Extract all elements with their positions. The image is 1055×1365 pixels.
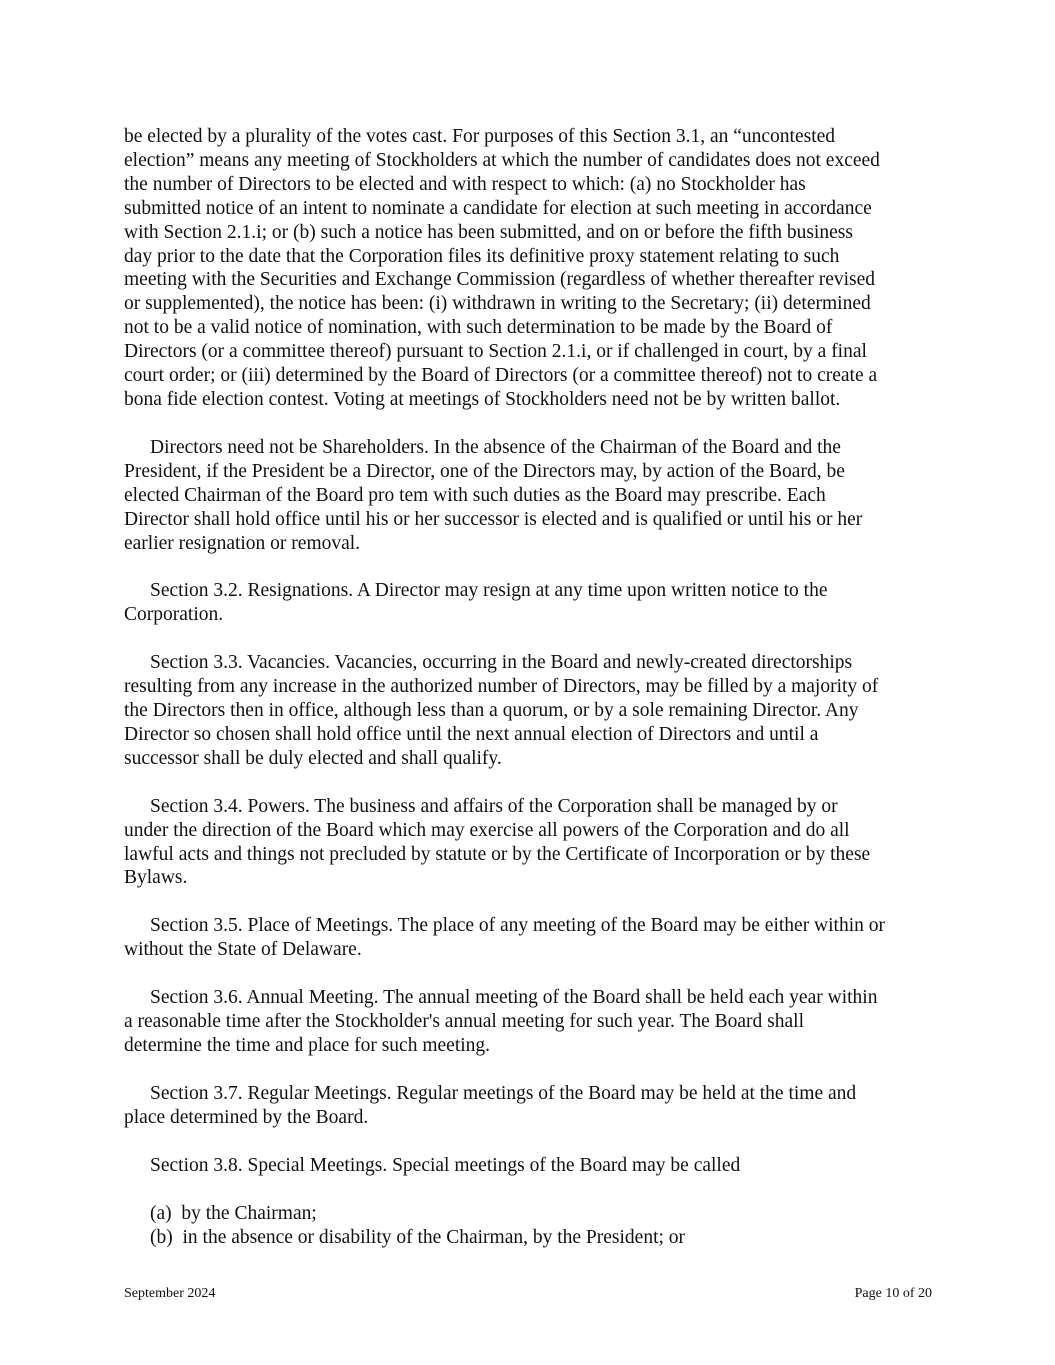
document-page bbox=[124, 125, 934, 1249]
paragraph-section-3-3-vacancies: Section 3.3. Vacancies. Vacancies, occurring in the Board and newly-created directorships resulting from any increase in the authorized number of Directors, may be filled by a majority of the Directors then in office, although less than a quorum, or by a sole remaining Director. Any Director so chosen shall hold office until the next annual election of Directors and until a successor shall be duly elected and shall qualify. bbox=[124, 652, 879, 769]
paragraph-section-3-1-continued: be elected by a plurality of the votes cast. For purposes of this Section 3.1, an “uncontested election” means any meeting of Stockholders at which the number of candidates does not exceed the number of Directors to be elected and with respect to which: (a) no Stockholder has submitted notice of an intent to nominate a candidate for election at such meeting in accordance with Section 2.1.i; or (b) such a notice has been submitted, and on or before the fifth business day prior to the date that the Corporation files its definitive proxy statement relating to such meeting with the Securities and Exchange Commission (regardless of whether thereafter revised or supplemented), the notice has been: (i) withdrawn in writing to the Secretary; (ii) determined not to be a valid notice of nomination, with such determination to be made by the Board of Directors (or a committee thereof) pursuant to Section 2.1.i, or if challenged in court, by a final court order; or (iii) determined by the Board of Directors (or a committee thereof) not to create a bona fide election contest. Voting at meetings of Stockholders need not be by written ballot. bbox=[124, 126, 880, 410]
paragraph-section-3-7-regular-meetings: Section 3.7. Regular Meetings. Regular meetings of the Board may be held at the time and place determined by the Board. bbox=[124, 1082, 857, 1128]
list-item: (b) in the absence or disability of the Chairman, by the President; or bbox=[150, 1226, 686, 1248]
paragraph-section-3-5-place-of-meetings: Section 3.5. Place of Meetings. The place of any meeting of the Board may be either within or without the State of Delaware. bbox=[124, 915, 886, 961]
paragraph-section-3-2-resignations: Section 3.2. Resignations. A Director may resign at any time upon written notice to the Corporation. bbox=[124, 580, 828, 626]
special-meetings-list bbox=[124, 1202, 934, 1250]
list-item: (a) by the Chairman; bbox=[150, 1202, 317, 1224]
paragraph-directors-qualifications: Directors need not be Shareholders. In the absence of the Chairman of the Board and the President, if the President be a Director, one of the Directors may, by action of the Board, be elected Chairman of the Board pro tem with such duties as the Board may prescribe. Each Director shall hold office until his or her successor is elected and is qualified or until his or her earlier resignation or removal. bbox=[124, 436, 863, 554]
paragraph-section-3-6-annual-meeting: Section 3.6. Annual Meeting. The annual meeting of the Board shall be held each year within a reasonable time after the Stockholder's annual meeting for such year. The Board shall determine the time and place for such meeting. bbox=[124, 987, 878, 1056]
paragraph-section-3-4-powers: Section 3.4. Powers. The business and affairs of the Corporation shall be managed by or under the direction of the Board which may exercise all powers of the Corporation and do all lawful acts and things not precluded by statute or by the Certificate of Incorporation or by these Bylaws. bbox=[124, 795, 871, 889]
footer-date: September 2024 bbox=[124, 1286, 216, 1301]
paragraph-section-3-8-special-meetings: Section 3.8. Special Meetings. Special meetings of the Board may be called bbox=[150, 1154, 741, 1176]
footer-page-number: Page 10 of 20 bbox=[854, 1286, 932, 1301]
